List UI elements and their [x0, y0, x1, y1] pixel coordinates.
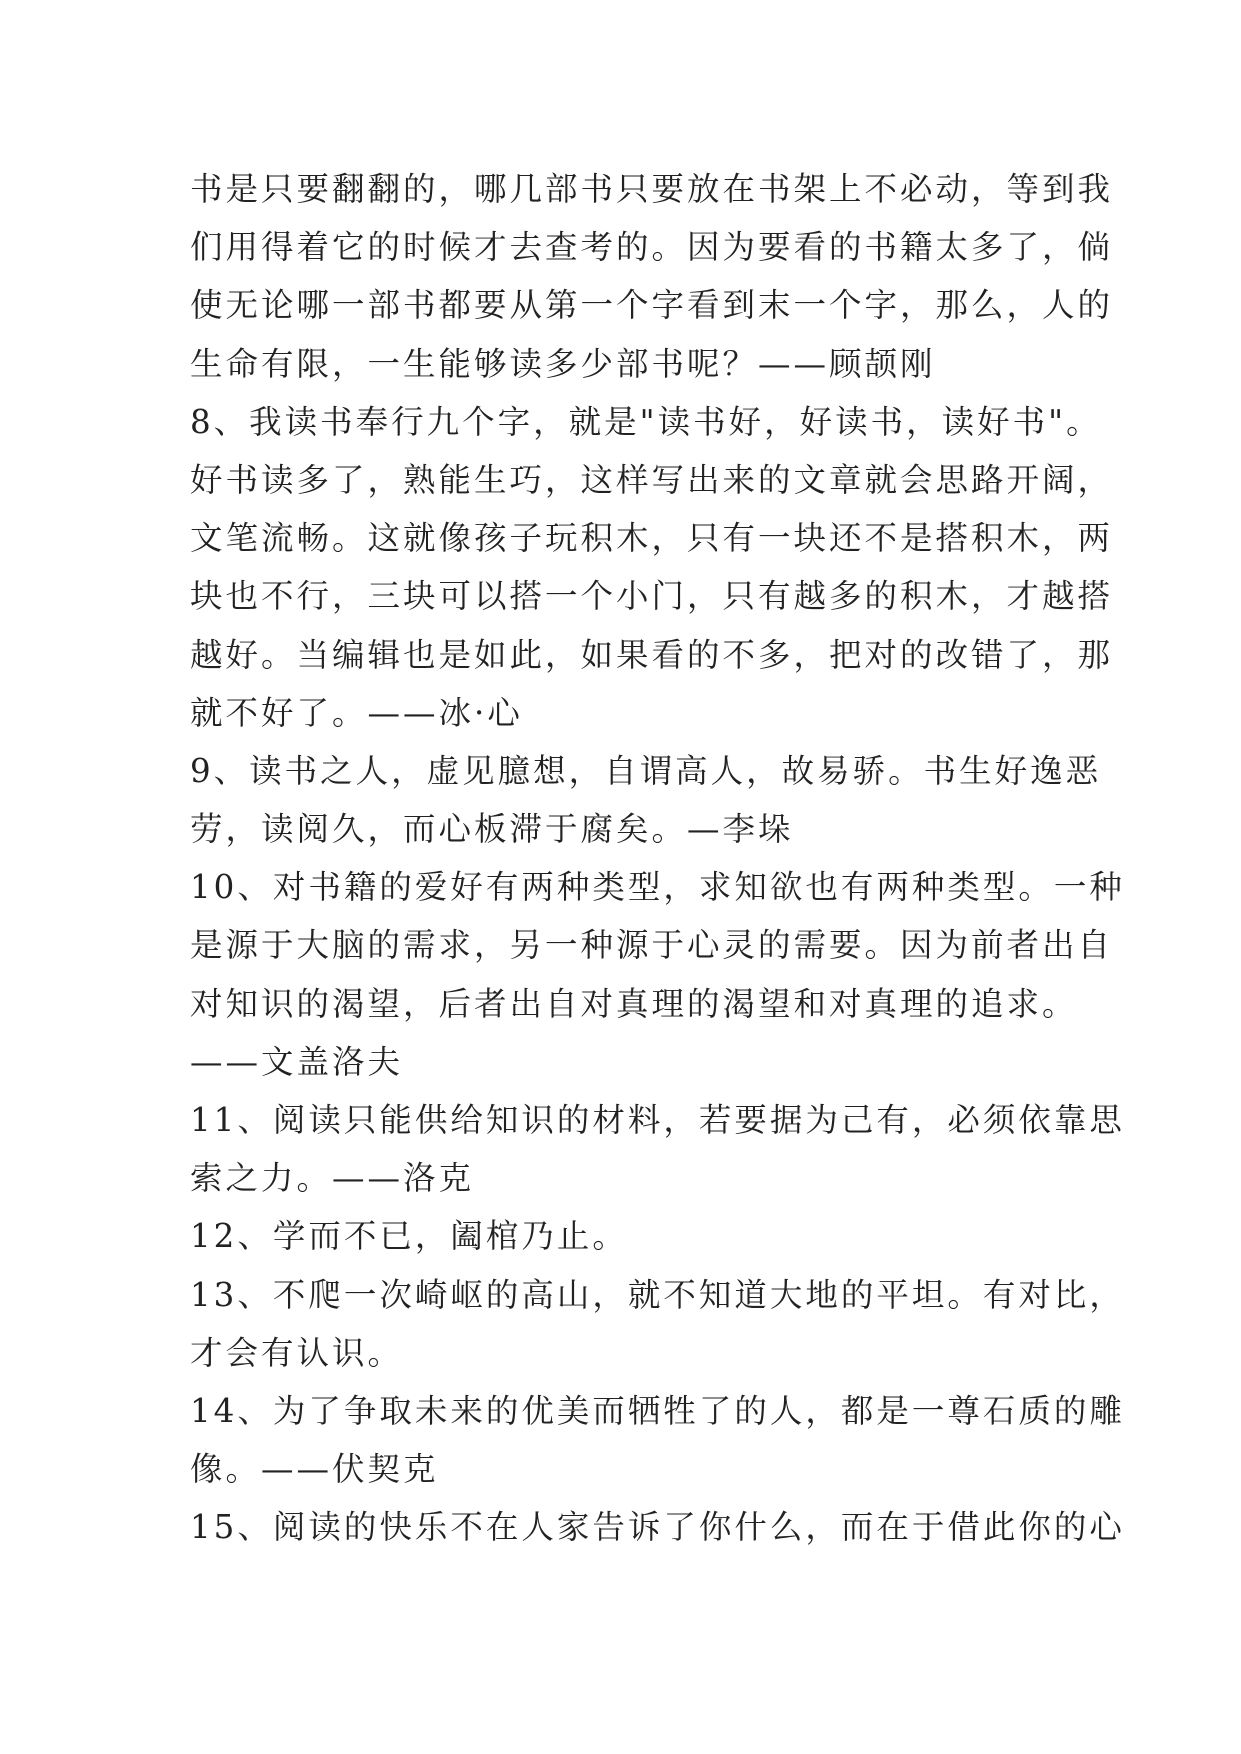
text-line: 块也不行，三块可以搭一个小门，只有越多的积木，才越搭 [190, 577, 1114, 616]
text-line: 9、读书之人，虚见臆想，自谓高人，故易骄。书生好逸恶 [190, 751, 1102, 790]
text-line: 使无论哪一部书都要从第一个字看到末一个字，那么，人的 [190, 286, 1114, 325]
text-line: 书是只要翻翻的，哪几部书只要放在书架上不必动，等到我 [190, 170, 1114, 208]
text-line: 才会有认识。 [190, 1333, 404, 1372]
text-line: ——文盖洛夫 [190, 1042, 404, 1081]
text-line: 是源于大脑的需求，另一种源于心灵的需要。因为前者出自 [190, 926, 1114, 965]
text-line: 11、阅读只能供给知识的材料，若要据为己有，必须依靠思 [190, 1101, 1125, 1139]
text-line: 越好。当编辑也是如此，如果看的不多，把对的改错了，那 [190, 635, 1114, 674]
text-line: 像。——伏契克 [190, 1450, 439, 1489]
text-line: 生命有限，一生能够读多少部书呢？——顾颉刚 [190, 344, 936, 383]
text-line: 劳，读阅久，而心板滞于腐矣。—李垛 [190, 810, 794, 849]
text-line: 们用得着它的时候才去查考的。因为要看的书籍太多了，倘 [190, 228, 1114, 267]
text-line: 对知识的渴望，后者出自对真理的渴望和对真理的追求。 [190, 984, 1078, 1023]
text-line: 好书读多了，熟能生巧，这样写出来的文章就会思路开阔， [190, 460, 1114, 499]
text-line: 14、为了争取未来的优美而牺牲了的人，都是一尊石质的雕 [190, 1391, 1125, 1430]
text-line: 就不好了。——冰·心 [190, 693, 523, 732]
text-line: 索之力。——洛克 [190, 1159, 475, 1198]
text-line: 13、不爬一次崎岖的高山，就不知道大地的平坦。有对比， [190, 1275, 1125, 1314]
document-body [190, 160, 1125, 1557]
text-line: 8、我读书奉行九个字，就是"读书好，好读书，读好书"。 [190, 402, 1102, 441]
text-line: 15、阅读的快乐不在人家告诉了你什么，而在于借此你的心 [190, 1508, 1125, 1547]
text-line: 12、学而不已，阖棺乃止。 [190, 1217, 628, 1256]
text-line: 10、对书籍的爱好有两种类型，求知欲也有两种类型。一种 [190, 868, 1125, 907]
text-line: 文笔流畅。这就像孩子玩积木，只有一块还不是搭积木，两 [190, 519, 1114, 558]
